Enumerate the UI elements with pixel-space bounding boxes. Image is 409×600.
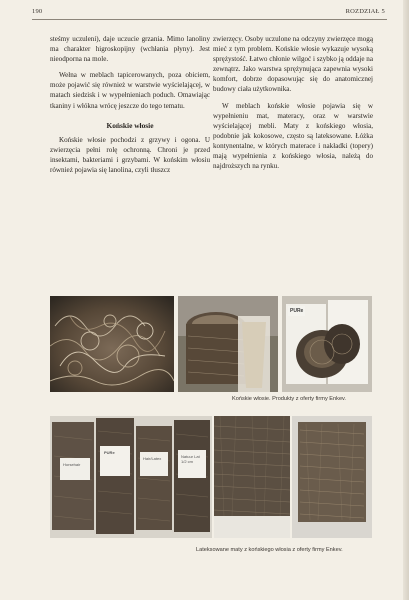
photo-latex-mat-closeup — [292, 416, 372, 538]
package-label: Natuur Lat 1/2 cm — [181, 454, 200, 464]
paragraph: W meblach końskie włosie pojawia się w wypełnieniu mat, materacy, oraz w warstwie wyścielającej mebli. Maty z końskiego włosia, podobnie jak kokosowe, często są lateksowane. Łóżka kontynentalne, w których materace i nakładki (topery) mają wypełnienia z końskiego włosia, należą do najdroższych na rynku. — [213, 101, 373, 171]
photo-horsehair-rolls — [178, 296, 278, 392]
caption-top: Końskie włosie. Produkty z oferty firmy Enkev. — [232, 396, 346, 402]
package-label: PURe — [104, 450, 115, 455]
paragraph: Końskie włosie pochodzi z grzywy i ogona. U zwierzęcia pełni rolę ochronną. Chroni je przed insektami, bakteriami i grzybami. W końskim włosiu również pojawia się lanolina, czyli tłuszcz — [50, 135, 210, 175]
photo-latex-mats-packaged — [50, 416, 212, 538]
section-heading: Końskie włosie — [106, 120, 154, 130]
chapter-header: ROZDZIAŁ 5 — [345, 8, 385, 15]
header-rule — [32, 19, 387, 20]
product-label-pure — [288, 306, 305, 316]
caption-bottom: Lateksowane maty z końskiego włosia z oferty firmy Enkev. — [196, 547, 343, 553]
photo-loose-horsehair — [50, 296, 174, 392]
right-text-column — [213, 34, 373, 171]
page-number: 190 — [32, 8, 43, 15]
paragraph: Wełna w meblach tapicerowanych, poza obiciem, może pojawić się również w warstwie wyścielającej, w matach siedzisk i w wypełnieniach poduch. Omawiając tkaniny i włókna wrócę jeszcze do tego tematu. — [50, 71, 210, 110]
left-text-column — [50, 34, 210, 175]
paragraph: steśmy uczuleni), daje uczucie grzania. Mimo lanoliny ma charakter higroskopijny (wchłania płyny). Jest nieodporna na mole. — [50, 35, 210, 64]
package-label: Horsehair — [63, 462, 81, 467]
brand-name: PURe — [290, 308, 304, 314]
photo-latex-mat-texture — [214, 416, 290, 538]
paragraph: zwierzęcy. Osoby uczulone na odczyny zwierzęce mogą mieć z tym problem. Końskie włosie wykazuje wysoką sprężystość. Łatwo chłonie wilgoć i szybko ją oddaje na zewnątrz. Jako warstwa sprężynująca zapewnia wysoki komfort, dobrze dopasowując się do anatomicznej budowy ciała użytkownika. — [213, 35, 373, 94]
photo-horsehair-boxes — [282, 296, 372, 392]
package-label: Hair/Latex — [143, 456, 162, 461]
page-gutter-shadow — [403, 0, 409, 600]
